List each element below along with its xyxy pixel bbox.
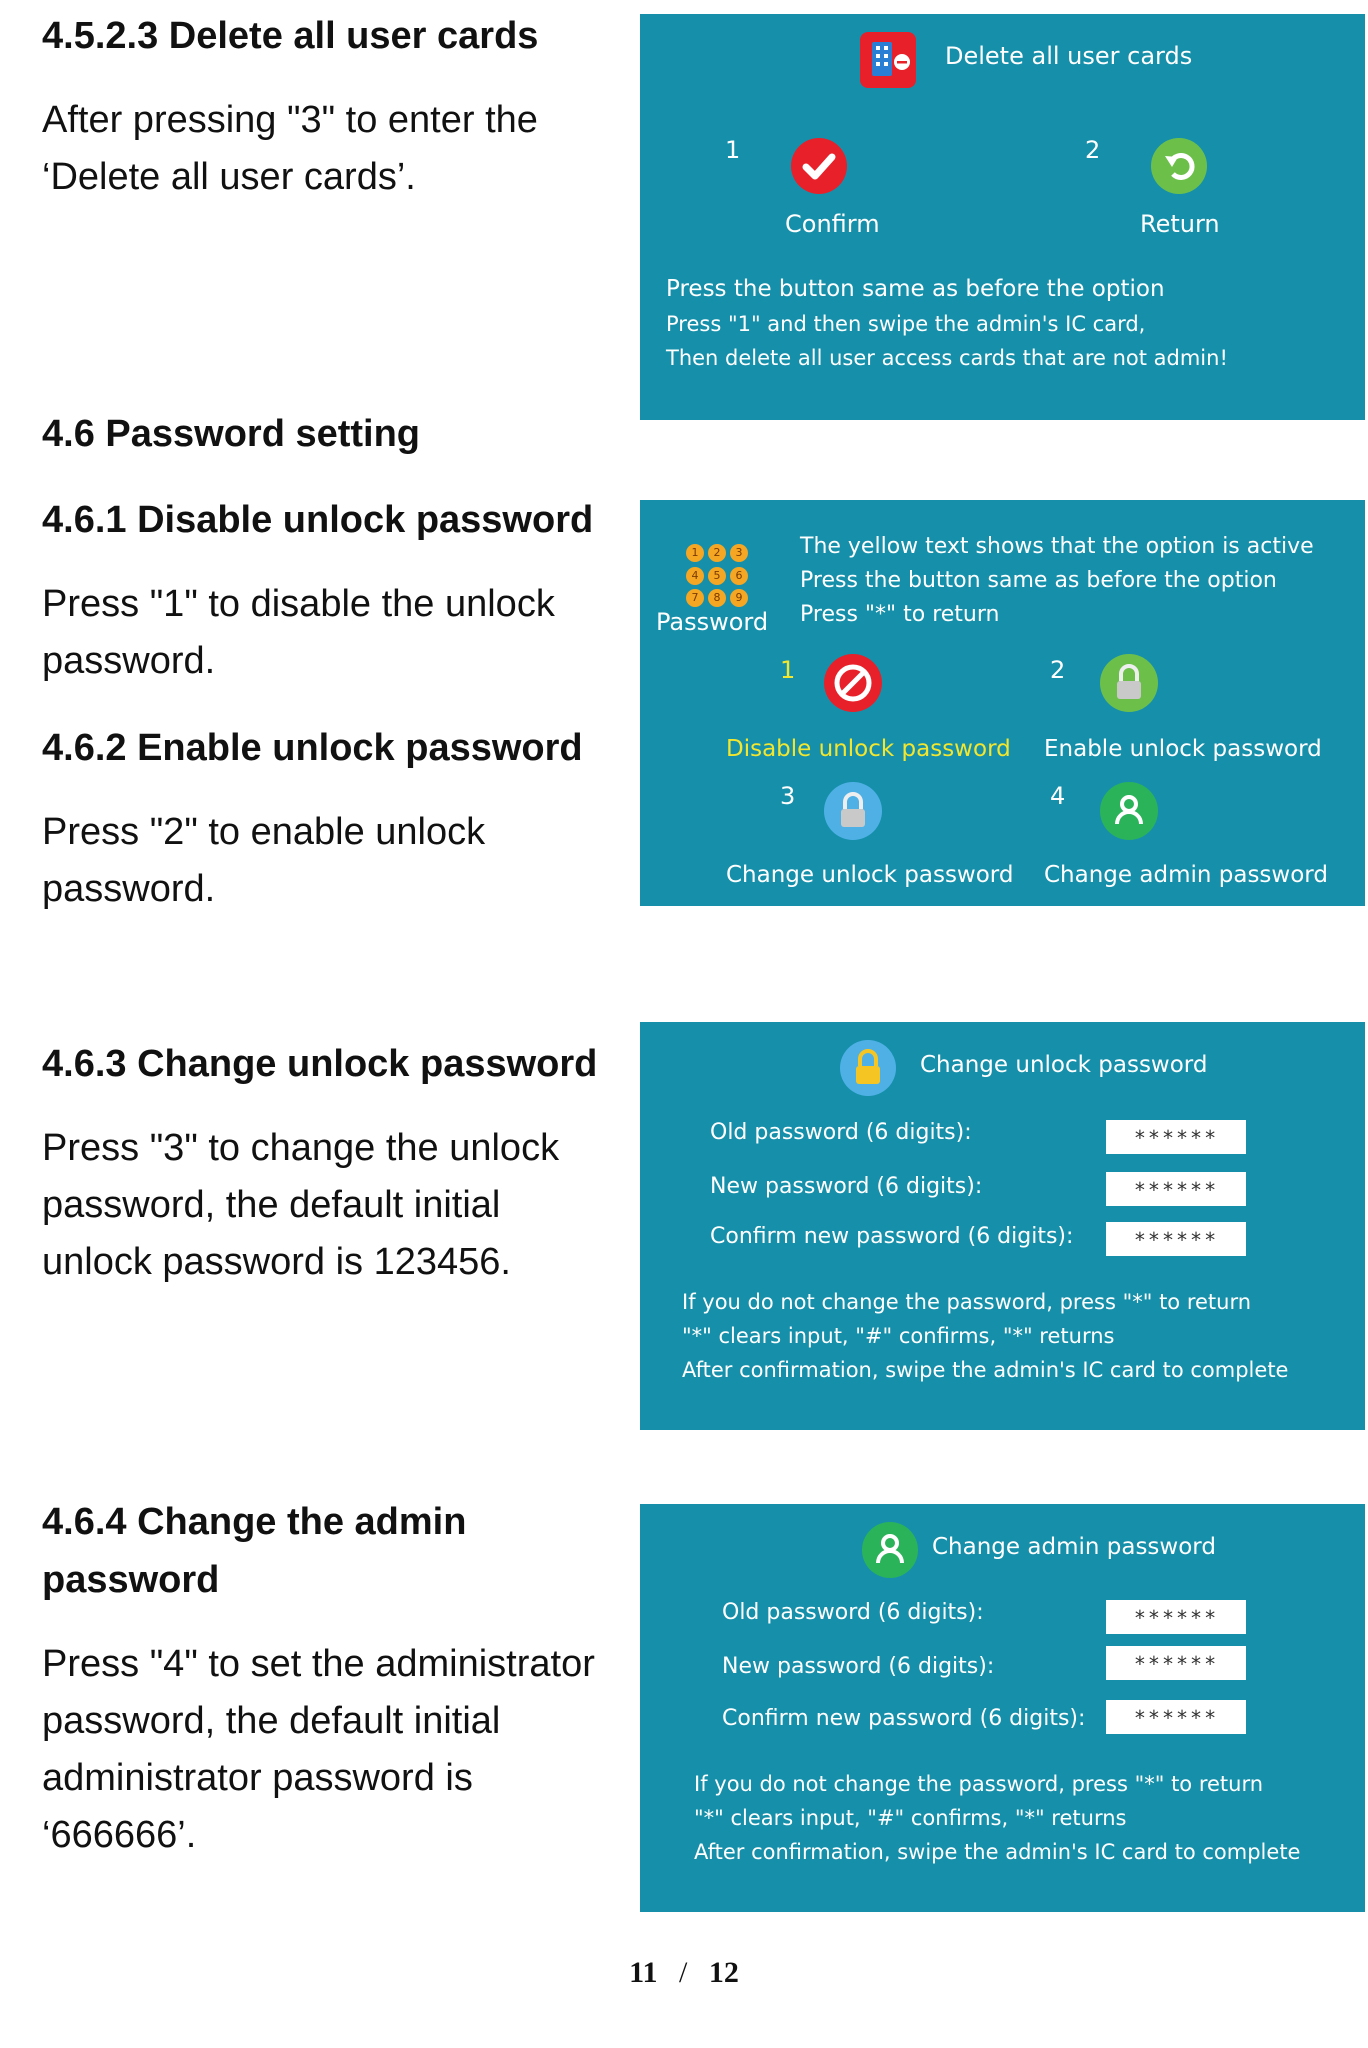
change-unlock-note-3: After confirmation, swipe the admin's IC card to complete <box>682 1358 1289 1382</box>
change-unlock-option-label: Change unlock password <box>726 862 1014 888</box>
confirm-password-label: Confirm new password (6 digits): <box>710 1224 1074 1249</box>
admin-new-password-field[interactable]: ****** <box>1106 1646 1246 1680</box>
confirm-option-number: 1 <box>725 136 741 164</box>
section-heading-464-line-2: password <box>42 1559 220 1601</box>
section-body-464: Press "4" to set the administrator password, the default initial administrator password is ‘666666’. <box>42 1643 595 1856</box>
change-admin-user-icon[interactable] <box>1100 782 1158 840</box>
delete-cards-instruction-3: Then delete all user access cards that are not admin! <box>666 346 1228 370</box>
new-password-label: New password (6 digits): <box>710 1174 983 1199</box>
section-body-463: Press "3" to change the unlock password, the default initial unlock password is 123456. <box>42 1127 560 1283</box>
password-info-line-2: Press the button same as before the option <box>800 568 1277 593</box>
change-unlock-lock-icon[interactable] <box>824 782 882 840</box>
old-password-label: Old password (6 digits): <box>710 1120 972 1145</box>
delete-cards-icon <box>858 30 918 90</box>
current-page: 11 <box>629 1956 658 1989</box>
section-body-461: Press "1" to disable the unlock password. <box>42 583 555 682</box>
change-unlock-option-number: 3 <box>780 782 796 810</box>
new-password-field[interactable]: ****** <box>1106 1172 1246 1206</box>
change-admin-note-2: "*" clears input, "#" confirms, "*" returns <box>694 1806 1127 1830</box>
password-info-line-3: Press "*" to return <box>800 602 1000 627</box>
enable-option-label: Enable unlock password <box>1044 736 1322 762</box>
page-number <box>0 1956 1368 1990</box>
password-info-line-1: The yellow text shows that the option is active <box>800 534 1314 559</box>
total-pages: 12 <box>708 1956 739 1989</box>
confirm-password-field[interactable]: ****** <box>1106 1222 1246 1256</box>
confirm-option-label: Confirm <box>785 210 880 238</box>
change-admin-title: Change admin password <box>932 1534 1216 1560</box>
change-unlock-screen <box>640 1022 1365 1430</box>
change-unlock-title: Change unlock password <box>920 1052 1208 1078</box>
confirm-check-icon[interactable] <box>791 138 847 194</box>
enable-lock-icon[interactable] <box>1100 654 1158 712</box>
section-heading-463: 4.6.3 Change unlock password <box>42 1043 598 1085</box>
password-menu-screen <box>640 500 1365 906</box>
change-admin-option-number: 4 <box>1050 782 1066 810</box>
admin-confirm-password-field[interactable]: ****** <box>1106 1700 1246 1734</box>
password-side-label: Password <box>656 608 769 636</box>
delete-cards-title: Delete all user cards <box>945 42 1193 70</box>
change-admin-note-1: If you do not change the password, press "*" to return <box>694 1772 1264 1796</box>
unlock-padlock-icon <box>840 1040 896 1096</box>
section-heading-462: 4.6.2 Enable unlock password <box>42 727 583 769</box>
admin-confirm-password-label: Confirm new password (6 digits): <box>722 1706 1086 1731</box>
admin-new-password-label: New password (6 digits): <box>722 1654 995 1679</box>
return-arrow-icon[interactable] <box>1151 138 1207 194</box>
delete-cards-instruction-2: Press "1" and then swipe the admin's IC card, <box>666 312 1146 336</box>
page-separator: / <box>679 1956 688 1989</box>
disable-option-number: 1 <box>780 656 796 684</box>
old-password-field[interactable]: ****** <box>1106 1120 1246 1154</box>
enable-option-number: 2 <box>1050 656 1066 684</box>
return-option-number: 2 <box>1085 136 1101 164</box>
admin-old-password-field[interactable]: ****** <box>1106 1600 1246 1634</box>
return-option-label: Return <box>1140 210 1220 238</box>
change-admin-option-label: Change admin password <box>1044 862 1328 888</box>
change-admin-screen <box>640 1504 1365 1912</box>
section-heading-464-line-1: 4.6.4 Change the admin <box>42 1501 467 1543</box>
section-heading-4523: 4.5.2.3 Delete all user cards <box>42 15 539 57</box>
section-body-4523: After pressing "3" to enter the ‘Delete all user cards’. <box>42 99 538 198</box>
delete-cards-instruction-1: Press the button same as before the option <box>666 276 1165 302</box>
admin-old-password-label: Old password (6 digits): <box>722 1600 984 1625</box>
section-heading-46: 4.6 Password setting <box>42 413 421 455</box>
delete-cards-screen <box>640 14 1365 420</box>
change-unlock-note-1: If you do not change the password, press "*" to return <box>682 1290 1252 1314</box>
change-unlock-note-2: "*" clears input, "#" confirms, "*" returns <box>682 1324 1115 1348</box>
admin-user-icon <box>862 1522 918 1578</box>
section-body-462: Press "2" to enable unlock password. <box>42 811 486 910</box>
disable-option-label: Disable unlock password <box>726 736 1011 762</box>
section-heading-461: 4.6.1 Disable unlock password <box>42 499 594 541</box>
change-admin-note-3: After confirmation, swipe the admin's IC card to complete <box>694 1840 1301 1864</box>
keypad-icon: 1 2 3 4 5 6 7 8 9 <box>686 544 750 608</box>
disable-no-entry-icon[interactable] <box>824 654 882 712</box>
